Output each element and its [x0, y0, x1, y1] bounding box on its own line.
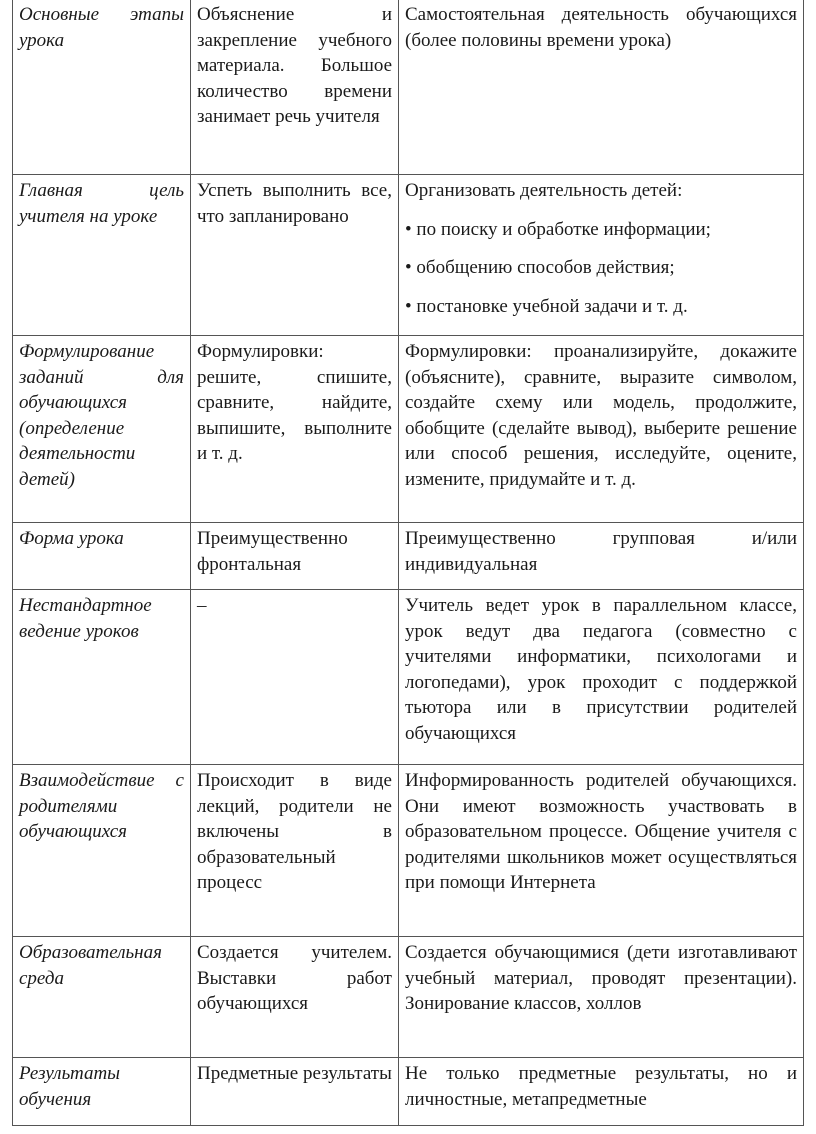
- row-label: Взаимодействие с родителями обучающихся: [13, 765, 191, 937]
- traditional-cell: Формулировки: решите, спишите, сравните, найдите, выпишите, выполните и т. д.: [191, 336, 399, 523]
- modern-cell: Создается обучающимися (дети изготавливают учебный материал, проводят презентации). Зонирование классов, холлов: [399, 937, 804, 1058]
- traditional-cell: Предметные результаты: [191, 1058, 399, 1126]
- modern-cell: Самостоятельная деятельность обучающихся (более половины времени урока): [399, 0, 804, 175]
- traditional-cell: Преимущественно фронтальная: [191, 523, 399, 590]
- row-label: Формулирование заданий для обучающихся (определение деятельности детей): [13, 336, 191, 523]
- row-label: Основные этапы урока: [13, 0, 191, 175]
- row-label: Результаты обучения: [13, 1058, 191, 1126]
- table-row: [13, 937, 804, 1058]
- modern-cell: Не только предметные результаты, но и личностные, метапредметные: [399, 1058, 804, 1126]
- traditional-cell: Объяснение и закрепление учебного материала. Большое количество времени занимает речь учителя: [191, 0, 399, 175]
- table-row: [13, 765, 804, 937]
- modern-cell: Учитель ведет урок в параллельном классе, урок ведут два педагога (совместно с учителями информатики, психологами и логопедами), урок проходит с поддержкой тьютора или в присутствии родителей обучающихся: [399, 590, 804, 765]
- bullet-item: • постановке учебной задачи и т. д.: [405, 295, 688, 317]
- bullet-item: • по поиску и обработке информации;: [405, 218, 711, 240]
- table-row: [13, 590, 804, 765]
- bullet-item: • обобщению способов действия;: [405, 257, 675, 278]
- traditional-cell: –: [191, 590, 399, 765]
- table-row: [13, 523, 804, 590]
- row-label: Нестандартное ведение уроков: [13, 590, 191, 765]
- row-label: Форма урока: [13, 523, 191, 590]
- table-row: [13, 0, 804, 175]
- comparison-table: [12, 0, 804, 1126]
- modern-cell: Преимущественно групповая и/или индивидуальная: [399, 523, 804, 590]
- traditional-cell: Происходит в виде лекций, родители не включены в образовательный процесс: [191, 765, 399, 937]
- table-row: [13, 175, 804, 336]
- modern-cell: Информированность родителей обучающихся. Они имеют возможность участвовать в образовательном процессе. Общение учителя с родителями школьников может осуществляться при помощи Интернета: [399, 765, 804, 937]
- row-label: Образовательная среда: [13, 937, 191, 1058]
- modern-lead-text: Организовать деятельность детей:: [405, 180, 683, 201]
- modern-cell: [399, 175, 804, 336]
- traditional-cell: Создается учителем. Выставки работ обучающихся: [191, 937, 399, 1058]
- traditional-cell: Успеть выполнить все, что запланировано: [191, 175, 399, 336]
- modern-cell: Формулировки: проанализируйте, докажите (объясните), сравните, выразите символом, создайте схему или модель, продолжите, обобщите (сделайте вывод), выберите решение или способ решения, исследуйте, оцените, измените, придумайте и т. д.: [399, 336, 804, 523]
- table-row: [13, 336, 804, 523]
- table-row: [13, 1058, 804, 1126]
- row-label: Главная цель учителя на уроке: [13, 175, 191, 336]
